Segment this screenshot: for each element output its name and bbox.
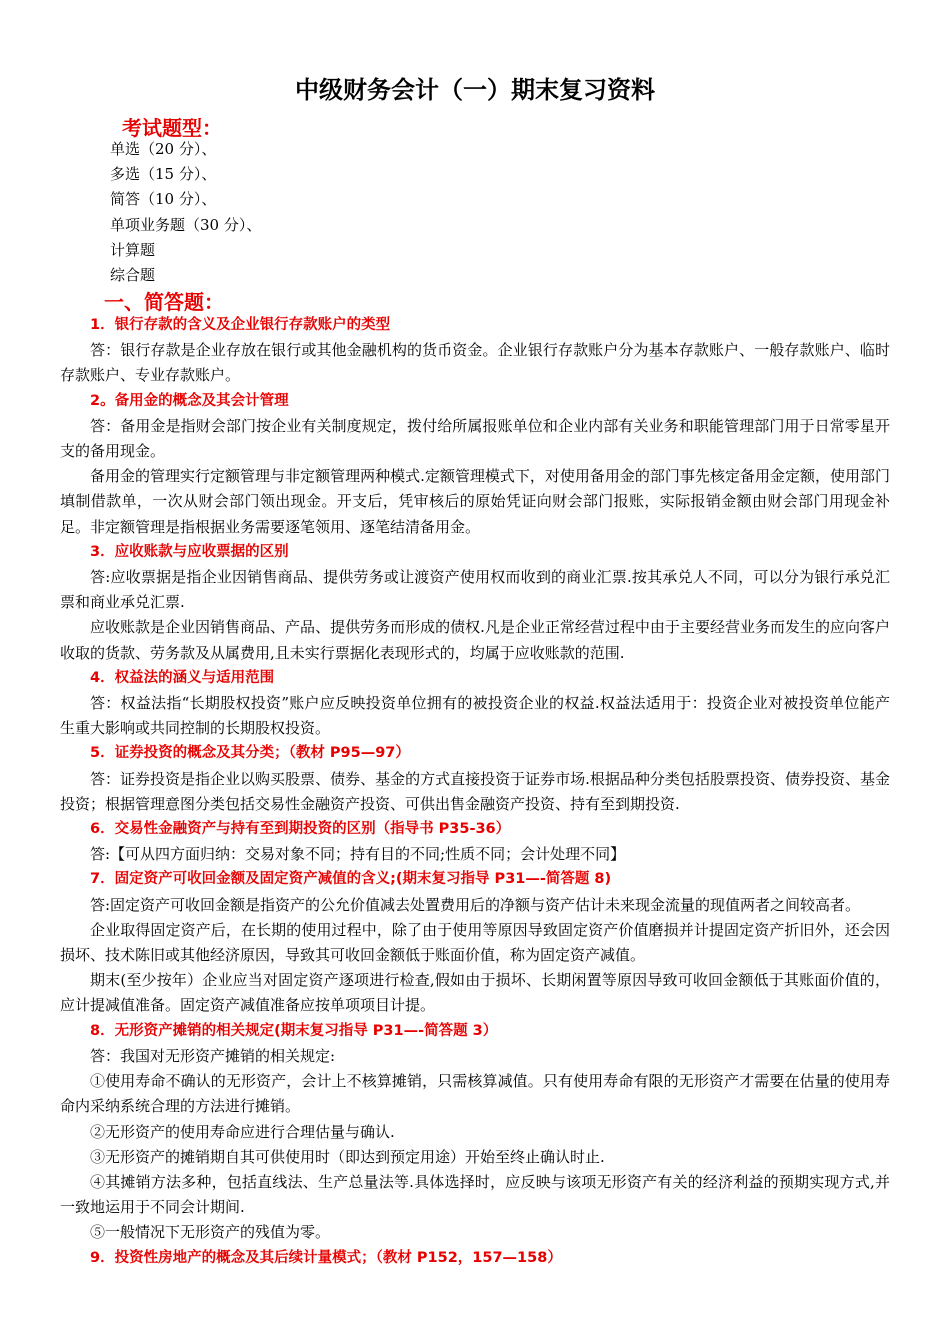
- question-heading: 9．投资性房地产的概念及其后续计量模式；（教材 P152，157—158）: [90, 1249, 562, 1266]
- question-heading: 1．银行存款的含义及企业银行存款账户的类型: [90, 317, 391, 333]
- exam-type-item: 综合题: [110, 266, 156, 285]
- page-title: 中级财务会计（一）期末复习资料: [295, 76, 655, 104]
- question-heading: 5．证券投资的概念及其分类；（教材 P95—97）: [90, 745, 410, 762]
- exam-type-item: 多选（15 分）、: [110, 165, 217, 184]
- question-heading: 4．权益法的涵义与适用范围: [90, 669, 275, 686]
- question-heading: 3．应收账款与应收票据的区别: [90, 543, 289, 560]
- exam-types-list: [110, 137, 261, 288]
- answer-paragraph: 答：银行存款是企业存放在银行或其他金融机构的货币资金。企业银行存款账户分为基本存款账户、一般存款账户、临时存款账户、专业存款账户。: [60, 341, 890, 385]
- answer-paragraph: ④其摊销方法多种，包括直线法、生产总量法等.具体选择时，应反映与该项无形资产有关的经济利益的预期实现方式,并一致地运用于不同会计期间.: [60, 1172, 890, 1217]
- answer-paragraph: 期末(至少按年）企业应当对固定资产逐项进行检查,假如由于损坏、长期闲置等原因导致可收回金额低于其账面价值的，应计提减值准备。固定资产减值准备应按单项项目计提。: [60, 971, 890, 1015]
- answer-paragraph: 答:固定资产可收回金额是指资产的公允价值减去处置费用后的净额与资产估计未来现金流量的现值两者之间较高者。: [90, 895, 861, 914]
- question-heading: 8．无形资产摊销的相关规定(期末复习指导 P31—-简答题 3）: [90, 1022, 498, 1039]
- answer-paragraph: ③无形资产的摊销期自其可供使用时（即达到预定用途）开始至终止确认时止.: [90, 1147, 605, 1166]
- exam-type-item: 单项业务题（30 分）、: [110, 215, 262, 234]
- answer-paragraph: 答:应收票据是指企业因销售商品、提供劳务或让渡资产使用权而收到的商业汇票.按其承兑人不同，可以分为银行承兑汇票和商业承兑汇票.: [60, 568, 890, 612]
- answer-paragraph: 备用金的管理实行定额管理与非定额管理两种模式.定额管理模式下，对使用备用金的部门事先核定备用金定额，使用部门填制借款单，一次从财会部门领出现金。开支后，凭审核后的原始凭证向财会部门报账，实际报销金额由财会部门用现金补足。非定额管理是指根据业务需要逐笔领用、逐笔结清备用金。: [60, 467, 890, 536]
- answer-paragraph: 答:【可从四方面归纳：交易对象不同；持有目的不同;性质不同；会计处理不同】: [90, 845, 626, 864]
- exam-type-item: 计算题: [110, 240, 156, 259]
- question-heading: 7．固定资产可收回金额及固定资产减值的含义;(期末复习指导 P31—-简答题 8): [90, 871, 612, 888]
- answer-paragraph: 企业取得固定资产后，在长期的使用过程中，除了由于使用等原因导致固定资产价值磨损并计提固定资产折旧外，还会因损坏、技术陈旧或其他经济原因，导致其可收回金额低于账面价值，称为固定资产减值。: [60, 920, 890, 965]
- answer-paragraph: 应收账款是企业因销售商品、产品、提供劳务而形成的债权.凡是企业正常经营过程中由于主要经营业务而发生的应向客户收取的货款、劳务款及从属费用,且未实行票据化表现形式的，均属于应收账款的范围.: [60, 618, 890, 662]
- question-heading: 2。备用金的概念及其会计管理: [90, 392, 289, 409]
- answer-paragraph: ⑤一般情况下无形资产的残值为零。: [90, 1223, 331, 1242]
- question-heading: 6．交易性金融资产与持有至到期投资的区别（指导书 P35-36）: [90, 821, 511, 838]
- answer-paragraph: 答：备用金是指财会部门按企业有关制度规定，拨付给所属报账单位和企业内部有关业务和职能管理部门用于日常零星开支的备用现金。: [60, 416, 890, 461]
- answer-paragraph: 答：我国对无形资产摊销的相关规定:: [90, 1046, 336, 1065]
- exam-types-heading: 考试题型：: [122, 116, 222, 140]
- answer-paragraph: 答：权益法指“长期股权投资”账户应反映投资单位拥有的被投资企业的权益.权益法适用于：投资企业对被投资单位能产生重大影响或共同控制的长期股权投资。: [60, 694, 890, 738]
- section-heading: 一、简答题：: [104, 290, 224, 314]
- answer-paragraph: 答：证券投资是指企业以购买股票、债券、基金的方式直接投资于证券市场.根据品种分类包括股票投资、债券投资、基金投资；根据管理意图分类包括交易性金融资产投资、可供出售金融资产投资、持有至到期投资.: [60, 769, 890, 813]
- section-content: [60, 313, 890, 1271]
- exam-type-item: 单选（20 分）、: [110, 140, 217, 158]
- answer-paragraph: ②无形资产的使用寿命应进行合理估量与确认.: [90, 1122, 395, 1141]
- exam-type-item: 简答（10 分）、: [110, 190, 217, 209]
- answer-paragraph: ①使用寿命不确认的无形资产，会计上不核算摊销，只需核算减值。只有使用寿命有限的无形资产才需要在估量的使用寿命内采纳系统合理的方法进行摊销。: [60, 1072, 890, 1116]
